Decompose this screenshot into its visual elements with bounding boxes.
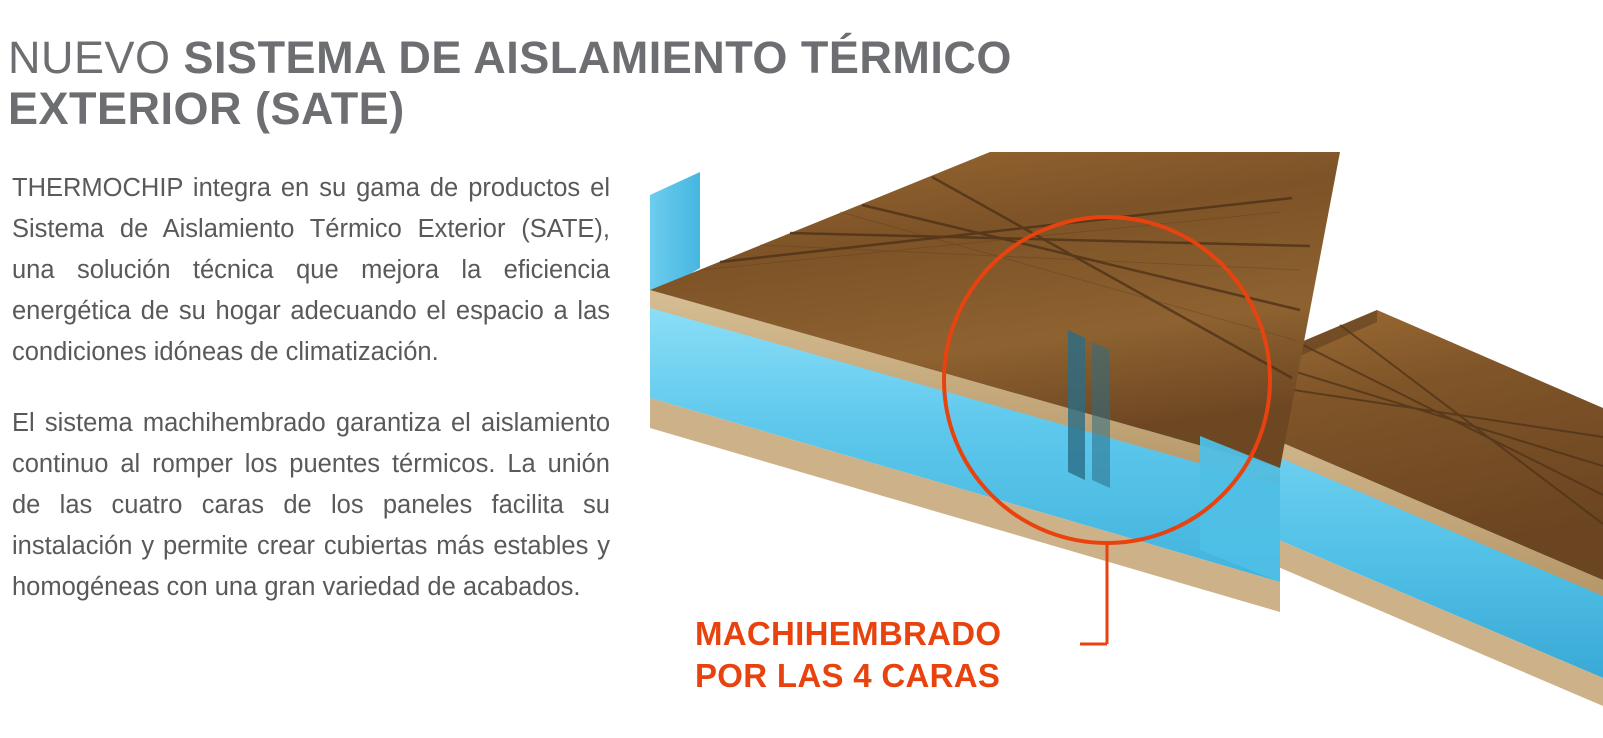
callout-label xyxy=(695,613,1115,697)
page-title-light: NUEVO xyxy=(8,32,184,84)
paragraph-intro: THERMOCHIP integra en su gama de productos el Sistema de Aislamiento Térmico Exterior (SATE), una solución técnica que mejora la eficiencia energética de su hogar adecuando el espacio a las condiciones idóneas de climatización. xyxy=(12,174,610,366)
callout-line-1: MACHIHEMBRADO xyxy=(695,615,1002,652)
paragraph-system: El sistema machihembrado garantiza el aislamiento continuo al romper los puentes térmicos. La unión de las cuatro caras de los paneles facilita su instalación y permite crear cubiertas más estables y homogéneas con una gran variedad de acabados. xyxy=(12,409,610,601)
page-title xyxy=(8,32,1088,135)
callout-line-2: POR LAS 4 CARAS xyxy=(695,657,1001,694)
panel-upper-left xyxy=(650,152,1340,612)
page-title-bold: SISTEMA DE AISLAMIENTO TÉRMICO EXTERIOR (SATE) xyxy=(8,32,1012,135)
body-text-column xyxy=(12,168,610,608)
